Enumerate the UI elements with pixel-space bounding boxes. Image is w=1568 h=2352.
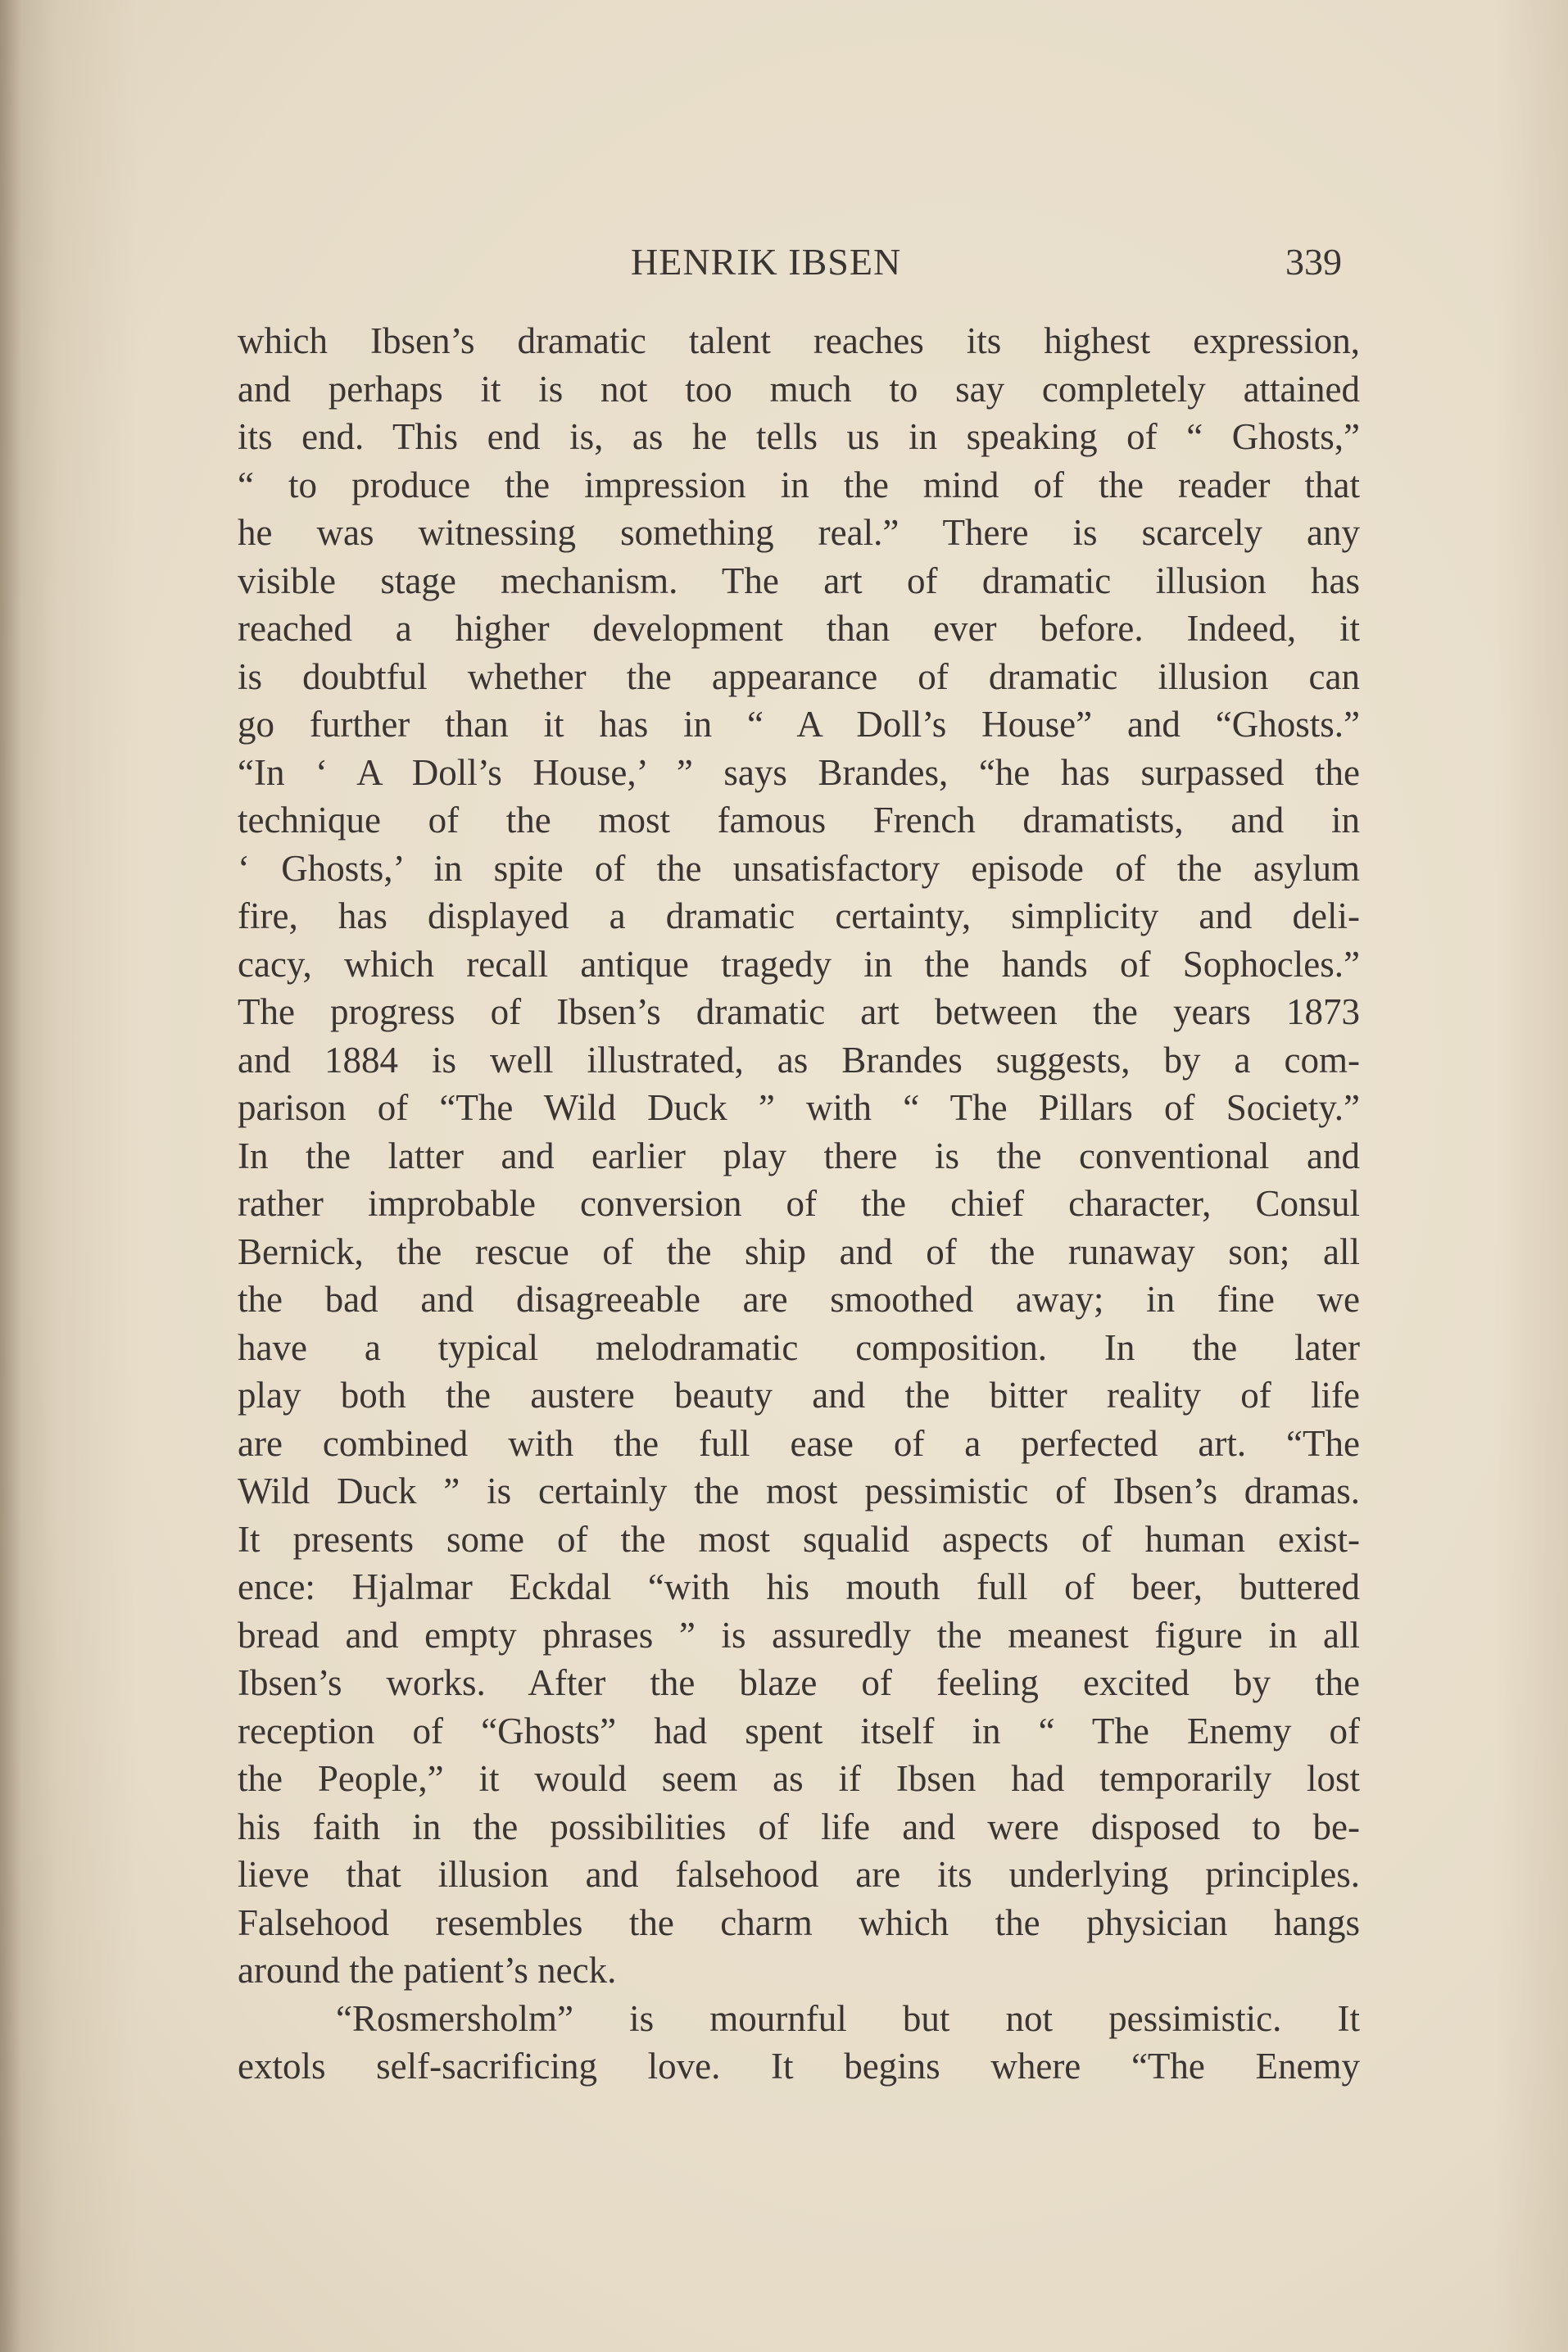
text-line: the bad and disagreeable are smoothed away; in fine we <box>238 1279 1360 1320</box>
text-line: “Rosmersholm” is mournful but not pessimistic. It <box>336 1997 1360 2039</box>
running-head: HENRIK IBSEN <box>631 241 902 283</box>
binding-gutter-shadow <box>0 0 21 2352</box>
text-line: lieve that illusion and falsehood are its underlying principles. <box>238 1854 1360 1895</box>
text-line: visible stage mechanism. The art of dramatic illusion has <box>238 560 1360 601</box>
page-number: 339 <box>1285 241 1342 283</box>
text-line: extols self-sacrificing love. It begins where “The Enemy <box>238 2046 1360 2087</box>
text-line: its end. This end is, as he tells us in speaking of “ Ghosts,” <box>238 416 1360 457</box>
text-line: Ibsen’s works. After the blaze of feeling excited by the <box>238 1662 1360 1703</box>
text-line: fire, has displayed a dramatic certainty, simplicity and deli- <box>238 895 1360 936</box>
text-line: go further than it has in “ A Doll’s House” and “Ghosts.” <box>238 704 1360 745</box>
text-line: bread and empty phrases ” is assuredly the meanest figure in all <box>238 1614 1360 1656</box>
text-line: technique of the most famous French dramatists, and in <box>238 800 1360 841</box>
text-line: and perhaps it is not too much to say completely attained <box>238 368 1360 410</box>
body-text <box>238 317 1360 2091</box>
text-line: Wild Duck ” is certainly the most pessimistic of Ibsen’s dramas. <box>238 1471 1360 1511</box>
text-line: and 1884 is well illustrated, as Brandes suggests, by a com- <box>238 1039 1360 1081</box>
text-line: are combined with the full ease of a perfected art. “The <box>238 1422 1360 1464</box>
text-line: cacy, which recall antique tragedy in the hands of Sophocles.” <box>238 943 1360 985</box>
text-line: he was witnessing something real.” There is scarcely any <box>238 512 1360 553</box>
text-line: In the latter and earlier play there is the conventional and <box>238 1135 1360 1176</box>
text-line: the People,” it would seem as if Ibsen had temporarily lost <box>238 1758 1360 1799</box>
text-line: around the patient’s neck. <box>238 1950 617 1991</box>
text-line: reception of “Ghosts” had spent itself in “ The Enemy of <box>238 1710 1360 1752</box>
text-line: “ to produce the impression in the mind of the reader that <box>238 464 1360 505</box>
text-line: ‘ Ghosts,’ in spite of the unsatisfactory episode of the asylum <box>238 847 1360 889</box>
text-line: reached a higher development than ever before. Indeed, it <box>238 608 1360 649</box>
text-line: rather improbable conversion of the chief character, Consul <box>238 1183 1360 1224</box>
text-line: which Ibsen’s dramatic talent reaches its highest expression, <box>238 320 1360 361</box>
text-line: The progress of Ibsen’s dramatic art between the years 1873 <box>238 991 1360 1032</box>
text-line: Falsehood resembles the charm which the physician hangs <box>238 1901 1360 1943</box>
text-line: “In ‘ A Doll’s House,’ ” says Brandes, “he has surpassed the <box>238 751 1360 793</box>
text-line: Bernick, the rescue of the ship and of the runaway son; all <box>238 1230 1360 1272</box>
page-header <box>238 240 1360 284</box>
text-line: parison of “The Wild Duck ” with “ The Pillars of Society.” <box>238 1087 1360 1128</box>
text-line: ence: Hjalmar Eckdal “with his mouth full of beer, buttered <box>238 1566 1360 1607</box>
text-line: is doubtful whether the appearance of dramatic illusion can <box>238 655 1360 697</box>
text-line: his faith in the possibilities of life and were disposed to be- <box>238 1806 1360 1847</box>
text-line: play both the austere beauty and the bitter reality of life <box>238 1375 1360 1416</box>
text-line: have a typical melodramatic composition. In the later <box>238 1326 1360 1368</box>
text-line: It presents some of the most squalid aspects of human exist- <box>238 1518 1360 1560</box>
